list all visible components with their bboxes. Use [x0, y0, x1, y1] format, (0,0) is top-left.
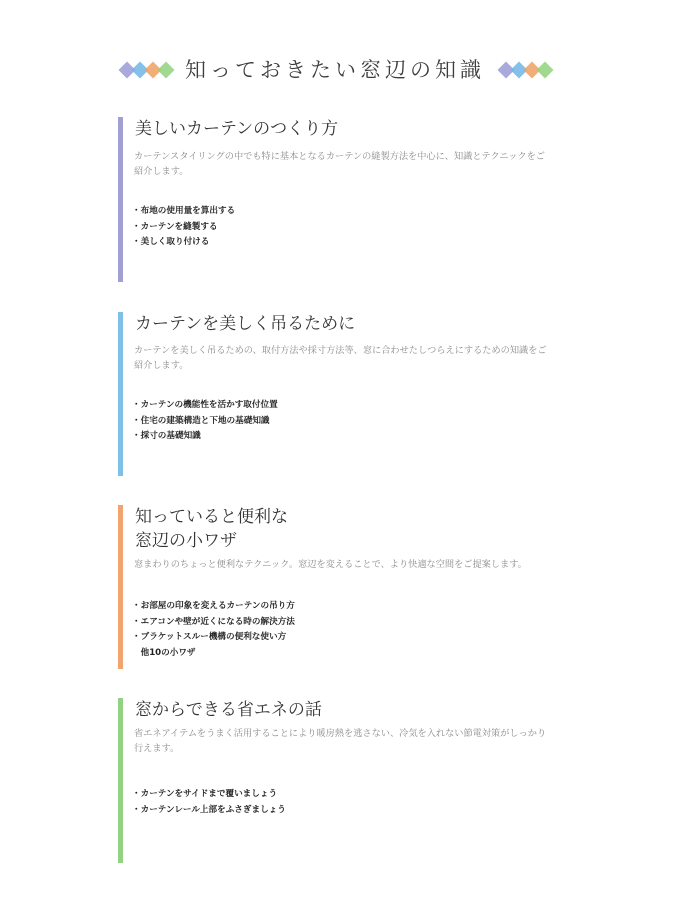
section-item-list — [132, 599, 295, 661]
section-curtain-hanging[interactable] — [118, 312, 558, 476]
list-item: ・カーテンを縫製する — [132, 221, 218, 232]
list-item: ・布地の使用量を算出する — [132, 206, 236, 216]
section-description: 省エネアイテムをうまく活用することにより暖房熱を逃さない、冷気を入れない節電対策がしっかり行えます。 — [134, 728, 547, 754]
section-accent-bar — [118, 698, 123, 863]
section-description: カーテンスタイリングの中でも特に基本となるカーテンの縫製方法を中心に、知識とテクニックをご紹介します。 — [134, 151, 545, 177]
section-description: カーテンを美しく吊るための、取付方法や採寸方法等、窓に合わせたしつらえにするための知識をご紹介します。 — [134, 345, 547, 371]
list-item: ・カーテンレール上部をふさぎましょう — [132, 804, 286, 815]
section-accent-bar — [118, 117, 123, 282]
list-item: ・美しく取り付ける — [132, 237, 210, 247]
section-item-list — [132, 204, 235, 251]
section-curtain-making[interactable] — [118, 117, 558, 282]
list-item: ・住宅の建築構造と下地の基礎知識 — [132, 415, 270, 426]
list-item: ・エアコンや壁が近くになる時の解決方法 — [132, 616, 295, 627]
list-item: ・採寸の基礎知識 — [132, 431, 201, 441]
section-item-list — [132, 787, 286, 818]
diamond-ornament-left — [119, 61, 177, 81]
diamond-green — [158, 62, 175, 79]
section-accent-bar — [118, 505, 123, 669]
section-title: カーテンを美しく吊るために — [135, 314, 356, 334]
section-title: 知っていると便利な 窓辺の小ワザ — [135, 507, 288, 551]
section-description: 窓まわりのちょっと便利なテクニック。窓辺を変えることで、より快適な空間をご提案します。 — [134, 559, 527, 570]
list-item: ・ブラケットスルー機構の便利な使い方 — [132, 632, 287, 642]
section-title: 窓からできる省エネの話 — [135, 700, 322, 720]
page-header — [0, 52, 690, 92]
section-item-list — [132, 398, 278, 445]
diamond-ornament-right — [498, 61, 556, 81]
diamond-green — [537, 62, 554, 79]
list-item: ・カーテンの機能性を活かす取付位置 — [132, 400, 278, 410]
section-energy-saving[interactable] — [118, 698, 558, 863]
section-window-tips[interactable] — [118, 505, 558, 669]
list-item: 他10の小ワザ — [132, 647, 196, 658]
list-item: ・カーテンをサイドまで覆いましょう — [132, 789, 278, 799]
page-title: 知っておきたい窓辺の知識 — [185, 58, 485, 82]
section-accent-bar — [118, 312, 123, 476]
section-title: 美しいカーテンのつくり方 — [135, 119, 339, 139]
list-item: ・お部屋の印象を変えるカーテンの吊り方 — [132, 601, 295, 611]
